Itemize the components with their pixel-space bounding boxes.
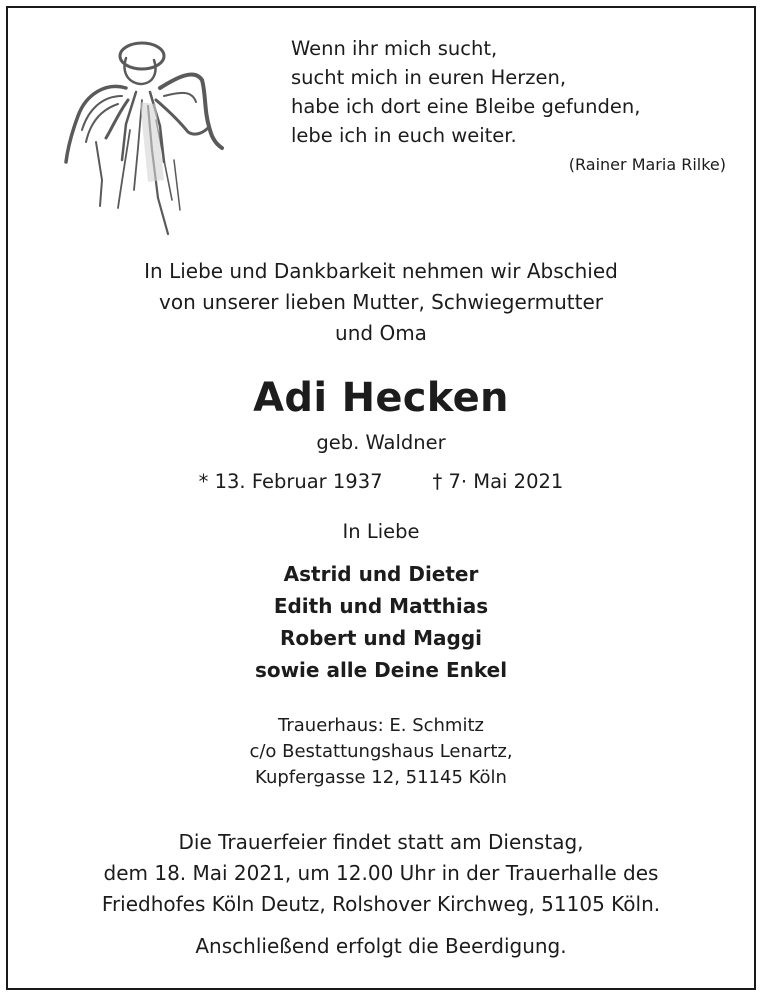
maiden-name: geb. Waldner [316, 431, 446, 454]
intro-line: von unserer lieben Mutter, Schwiegermutter [159, 290, 603, 314]
mourning-house-address [8, 713, 754, 791]
mourners-list [8, 558, 754, 686]
farewell-intro [8, 256, 754, 349]
angel-illustration [56, 30, 231, 245]
death-date: † 7· Mai 2021 [432, 470, 564, 493]
life-dates [8, 470, 754, 493]
poem-line: lebe ich in euch weiter. [291, 124, 517, 147]
service-line: dem 18. Mai 2021, um 12.00 Uhr in der Trauerhalle des [103, 861, 659, 885]
poem-line: habe ich dort eine Bleibe gefunden, [291, 95, 641, 118]
address-line: Kupfergasse 12, 51145 Köln [255, 767, 507, 788]
mourner-name: sowie alle Deine Enkel [254, 658, 508, 682]
intro-line: In Liebe und Dankbarkeit nehmen wir Abschied [144, 259, 618, 283]
poem-line: sucht mich in euren Herzen, [291, 66, 567, 89]
funeral-service-info [8, 827, 754, 920]
mourner-name: Astrid und Dieter [283, 562, 479, 586]
intro-line: und Oma [335, 321, 427, 345]
mourners-heading: In Liebe [342, 520, 420, 543]
deceased-name: Adi Hecken [253, 375, 509, 421]
address-line: c/o Bestattungshaus Lenartz, [249, 741, 513, 762]
burial-note: Anschließend erfolgt die Beerdigung. [195, 934, 567, 958]
obituary-notice [6, 6, 756, 990]
service-line: Friedhofes Köln Deutz, Rolshover Kirchweg, 51105 Köln. [101, 892, 661, 916]
poem-line: Wenn ihr mich sucht, [291, 37, 498, 60]
service-line: Die Trauerfeier findet statt am Dienstag, [178, 830, 584, 854]
poem-source: (Rainer Maria Rilke) [568, 155, 726, 174]
mourner-name: Edith und Matthias [273, 594, 489, 618]
poem [291, 34, 640, 150]
birth-date: * 13. Februar 1937 [198, 470, 383, 493]
mourner-name: Robert und Maggi [279, 626, 483, 650]
address-line: Trauerhaus: E. Schmitz [278, 715, 484, 736]
